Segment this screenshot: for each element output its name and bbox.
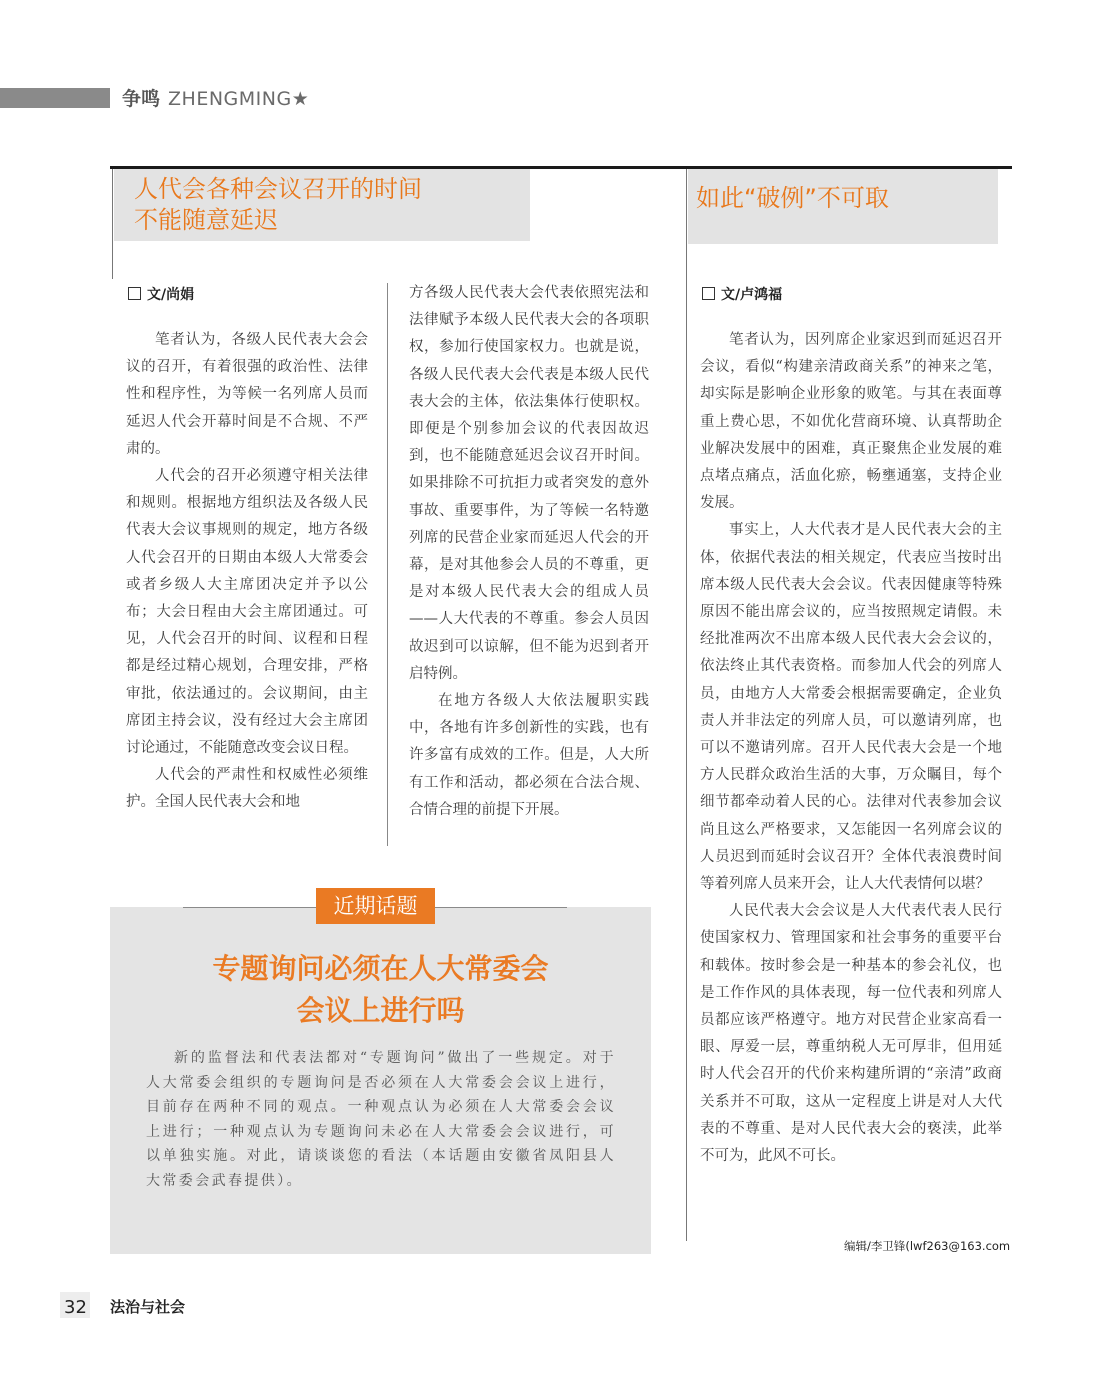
paragraph: 在地方各级人大依法履职实践中，各地有许多创新性的实践，也有许多富有成效的工作。但是，人大所有工作和活动，都必须在合法合规、合情合理的前提下开展。 [409, 693, 649, 818]
topic-paragraph: 新的监督法和代表法都对“专题询问”做出了一些规定。对于人大常委会组织的专题询问是否必须在人大常委会会议上进行，目前存在两种不同的观点。一种观点认为必须在人大常委会会议上进行；一种观点认为专题询问未必在人大常委会会议进行，可以单独实施。对此，请谈谈您的看法（本话题由安徽省凤阳县人大常委会武春提供）。 [146, 1050, 616, 1189]
topic-title-line-1: 专题询问必须在人大常委会 [212, 952, 549, 985]
section-name-cn: 争鸣 [122, 88, 161, 110]
editor-credit: 编辑/李卫锋(lwf263@163.com [844, 1239, 1011, 1253]
paragraph: 事实上，人大代表才是人民代表大会的主体，依据代表法的相关规定，代表应当按时出席本级人民代表大会会议。代表因健康等特殊原因不能出席会议的，应当按照规定请假。未经批准两次不出席本级人民代表大会会议的，依法终止其代表资格。而参加人代会的列席人员，由地方人大常委会根据需要确定，企业负责人并非法定的列席人员，可以邀请列席，也可以不邀请列席。召开人民代表大会是一个地方人民群众政治生活的大事，万众瞩目，每个细节都牵动着人民的心。法律对代表参加会议尚且这么严格要求，又怎能因一名列席会议的人员迟到而延时会议召开？全体代表浪费时间等着列席人员来开会，让人大代表情何以堪？ [700, 522, 1002, 893]
topic-title-line-2: 会议上进行吗 [296, 994, 465, 1027]
paragraph: 笔者认为，各级人民代表大会会议的召开，有着很强的政治性、法律性和程序性，为等候一名列席人员而延迟人代会开幕时间是不合规、不严肃的。 [126, 332, 368, 457]
left-title-rule [112, 169, 113, 279]
section-header [122, 84, 309, 111]
paragraph: 人代会的召开必须遵守相关法律和规则。根据地方组织法及各级人民代表大会议事规则的规定，地方各级人代会召开的日期由本级人大常委会或者乡级人大主席团决定并予以公布；大会日程由大会主席团通过。可见，人代会召开的时间、议程和日程都是经过精心规划，合理安排，严格审批，依法通过的。会议期间，由主席团主持会议，没有经过大会主席团讨论通过，不能随意改变会议日程。 [126, 468, 368, 757]
section-header-bar [0, 88, 110, 108]
checkbox-square-icon [702, 287, 715, 300]
left-article-column-1 [126, 327, 368, 817]
section-name-en: ZHENGMING★ [168, 88, 310, 110]
left-author-byline [128, 284, 194, 304]
right-article-column [700, 327, 1002, 1170]
right-author: 文/卢鸿福 [721, 287, 783, 303]
topic-tag: 近期话题 [316, 888, 435, 924]
magazine-name: 法治与社会 [110, 1298, 186, 1316]
topic-title [110, 948, 651, 1032]
right-article-title: 如此“破例”不可取 [696, 184, 889, 212]
column-divider [387, 283, 388, 846]
left-title-line-1: 人代会各种会议召开的时间 [134, 175, 422, 203]
left-article-column-2 [409, 280, 649, 824]
paragraph: 笔者认为，因列席企业家迟到而延迟召开会议，看似“构建亲清政商关系”的神来之笔，却实际是影响企业形象的败笔。与其在表面尊重上费心思，不如优化营商环境、认真帮助企业解决发展中的困难，真正聚焦企业发展的难点堵点痛点，活血化瘀，畅壅通塞，支持企业发展。 [700, 332, 1002, 512]
left-author: 文/尚娟 [147, 287, 195, 303]
left-title-line-2: 不能随意延迟 [134, 206, 278, 234]
left-article-title [134, 174, 422, 236]
page-number: 32 [64, 1297, 87, 1318]
paragraph: 人代会的严肃性和权威性必须维护。全国人民代表大会和地 [126, 767, 368, 811]
topic-body [146, 1046, 616, 1193]
right-author-byline [702, 284, 782, 304]
checkbox-square-icon [128, 287, 141, 300]
paragraph: 人民代表大会会议是人大代表代表人民行使国家权力、管理国家和社会事务的重要平台和载体。按时参会是一种基本的参会礼仪，也是工作作风的具体表现，每一位代表和列席人员都应该严格遵守。地方对民营企业家高看一眼、厚爱一层，尊重纳税人无可厚非，但用延时人代会召开的代价来构建所谓的“亲清”政商关系并不可取，这从一定程度上讲是对人大代表的不尊重、是对人民代表大会的亵渎，此举不可为，此风不可长。 [700, 903, 1002, 1165]
paragraph-continuation: 方各级人民代表大会代表依照宪法和法律赋予本级人民代表大会的各项职权，参加行使国家权力。也就是说，各级人民代表大会代表是本级人民代表大会的主体，依法集体行使职权。即便是个别参加会议的代表因故迟到，也不能随意延迟会议召开时间。如果排除不可抗拒力或者突发的意外事故、重要事件，为了等候一名特邀列席的民营企业家而延迟人代会的开幕，是对其他参会人员的不尊重，更是对本级人民代表大会的组成人员——人大代表的不尊重。参会人员因故迟到可以谅解，但不能为迟到者开启特例。 [409, 285, 649, 682]
right-column-rule [686, 169, 687, 1241]
